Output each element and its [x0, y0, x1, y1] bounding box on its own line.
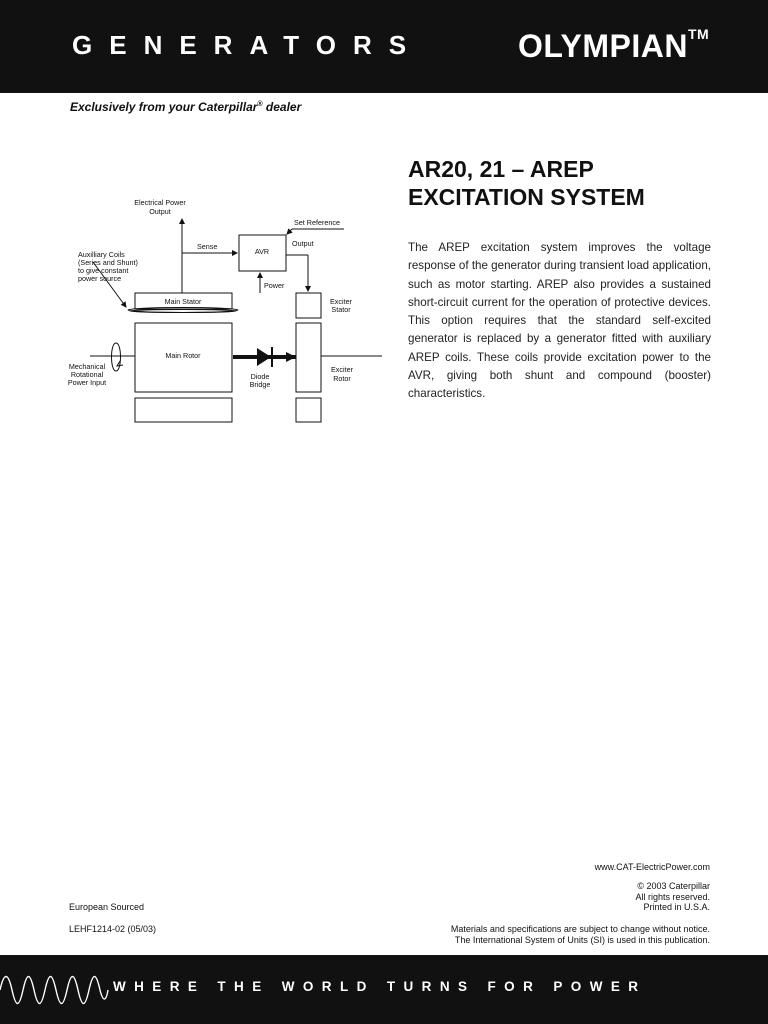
website: www.CAT-ElectricPower.com	[594, 862, 710, 872]
notice-block	[451, 924, 710, 945]
label-mechanical-2: Rotational	[70, 370, 104, 379]
label-power: Power	[264, 281, 285, 290]
label-aux-coils-3: to give constant	[78, 266, 129, 275]
label-mechanical-1: Mechanical	[68, 362, 106, 371]
lower-exciter-box	[296, 398, 321, 422]
brand-name: OLYMPIAN	[518, 28, 688, 64]
label-sense: Sense	[197, 242, 218, 251]
exciter-rotor-box	[296, 323, 321, 392]
document-title	[408, 155, 645, 211]
label-electrical-power-output-2: Output	[149, 207, 171, 216]
label-diode-2: Bridge	[249, 380, 271, 389]
copyright-block	[635, 881, 710, 913]
european-sourced: European Sourced	[69, 902, 145, 912]
footer-bar	[0, 955, 768, 1024]
notice-line-1: Materials and specifications are subject to change without notice.	[450, 924, 710, 934]
label-electrical-power-output-1: Electrical Power	[134, 198, 186, 207]
label-output: Output	[292, 239, 314, 248]
label-exciter-stator-2: Stator	[331, 305, 351, 314]
label-exciter-stator-1: Exciter	[330, 297, 352, 306]
exciter-stator-box	[296, 293, 321, 318]
label-main-stator: Main Stator	[164, 297, 202, 306]
notice-line-2: The International System of Units (SI) is used in this publication.	[454, 934, 710, 945]
dealer-suffix: dealer	[262, 100, 302, 114]
label-set-reference: Set Reference	[294, 218, 340, 227]
printed: Printed in U.S.A.	[643, 902, 710, 912]
registered-mark: ®	[257, 101, 263, 108]
rights: All rights reserved.	[635, 891, 710, 902]
description-paragraph: The AREP excitation system improves the voltage response of the generator during transient load application, such as motor starting. AREP also provides a sustained short-circuit current for the operation of protective devices. This option requires that the standard self-excited generator is replaced by a generator fitted with auxiliary AREP coils. These coils provide excitation power to the AVR, giving both shunt and compound (booster) characteristics.	[408, 241, 711, 401]
label-aux-coils-2: (Series and Shunt)	[78, 258, 138, 267]
arep-excitation-diagram	[60, 190, 390, 430]
label-aux-coils-4: power source	[78, 274, 122, 283]
title-line-1: AR20, 21 – AREP	[408, 156, 594, 182]
header-bar	[0, 0, 768, 93]
dealer-line	[70, 100, 301, 114]
label-diode-1: Diode	[250, 372, 270, 381]
dealer-prefix: Exclusively from your Caterpillar	[70, 100, 258, 114]
tagline: WHERE THE WORLD TURNS FOR POWER	[113, 979, 647, 994]
sine-wave-icon	[0, 969, 110, 1011]
label-exciter-rotor-1: Exciter	[331, 365, 353, 374]
document-code: LEHF1214-02 (05/03)	[69, 924, 157, 934]
lower-rotor-box	[135, 398, 232, 422]
label-mechanical-3: Power Input	[67, 378, 107, 387]
label-main-rotor: Main Rotor	[165, 351, 201, 360]
label-avr: AVR	[254, 247, 270, 256]
title-line-2: EXCITATION SYSTEM	[408, 184, 645, 210]
brand-logo	[518, 28, 709, 65]
label-aux-coils-1: Auxilliary Coils	[78, 250, 125, 259]
copyright: © 2003 Caterpillar	[637, 881, 710, 891]
diode-symbol	[257, 348, 271, 366]
label-exciter-rotor-2: Rotor	[333, 374, 351, 383]
header-title: GENERATORS	[72, 30, 424, 60]
trademark-mark: TM	[687, 26, 710, 42]
